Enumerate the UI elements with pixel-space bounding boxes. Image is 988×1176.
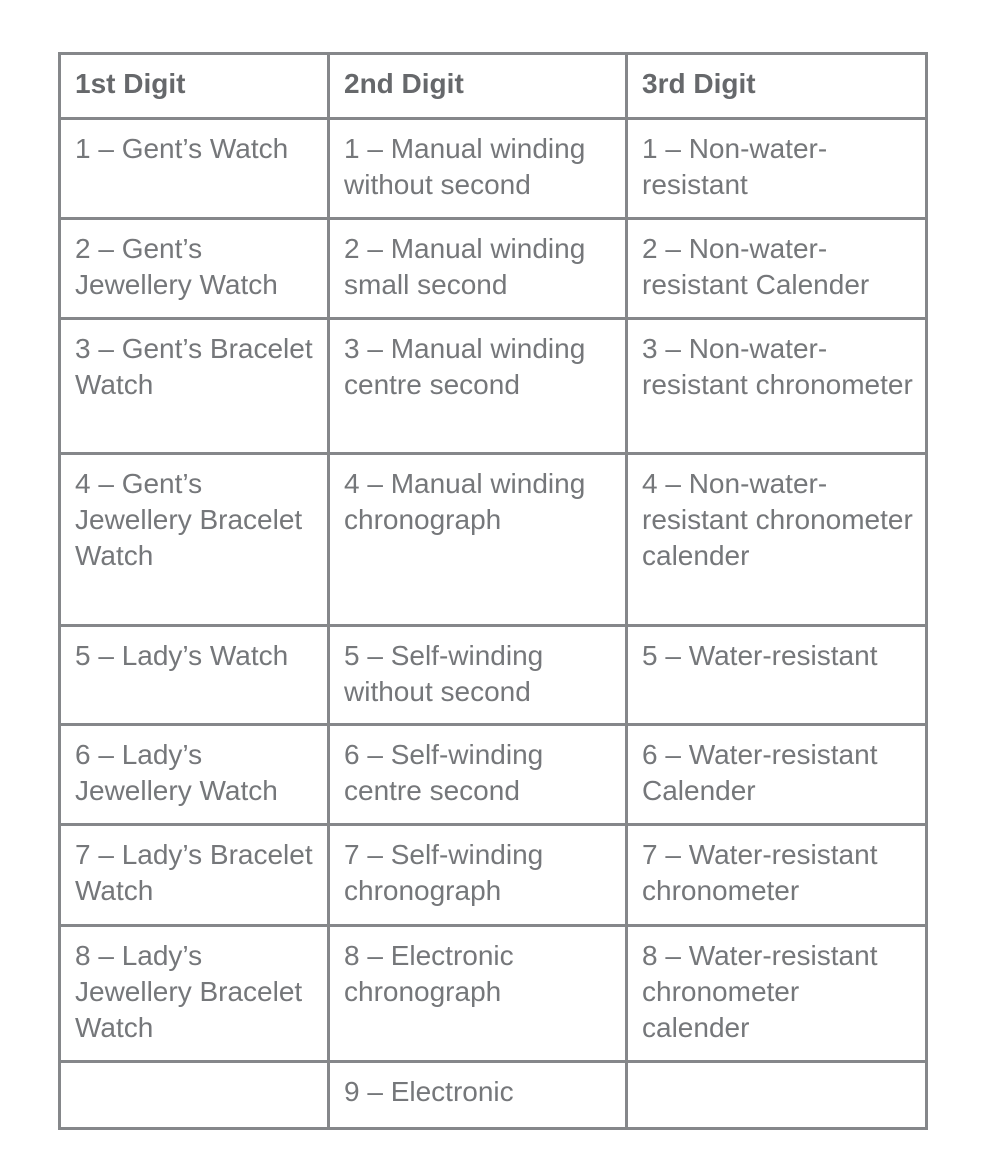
table-cell: 4 – Non-water-resistant chronometer calender [627, 454, 927, 626]
watch-code-table-container [58, 52, 928, 1130]
table-row [60, 219, 927, 319]
watch-code-table [58, 52, 928, 1130]
table-row [60, 119, 927, 219]
column-header-2nd-digit: 2nd Digit [329, 54, 627, 119]
table-cell: 5 – Water-resistant [627, 626, 927, 725]
table-cell: 9 – Electronic [329, 1062, 627, 1129]
table-cell: 5 – Self-winding without second [329, 626, 627, 725]
table-row [60, 454, 927, 626]
table-cell: 6 – Self-winding centre second [329, 725, 627, 825]
table-cell: 7 – Water-resistant chronometer [627, 825, 927, 926]
table-row [60, 825, 927, 926]
table-cell: 2 – Gent’s Jewellery Watch [60, 219, 329, 319]
table-cell: 1 – Manual winding without second [329, 119, 627, 219]
table-row [60, 1062, 927, 1129]
table-row [60, 725, 927, 825]
table-cell: 3 – Manual winding centre second [329, 319, 627, 454]
table-cell: 7 – Self-winding chronograph [329, 825, 627, 926]
table-cell: 1 – Gent’s Watch [60, 119, 329, 219]
table-cell: 7 – Lady’s Bracelet Watch [60, 825, 329, 926]
table-cell: 8 – Water-resistant chronometer calender [627, 926, 927, 1062]
table-cell: 5 – Lady’s Watch [60, 626, 329, 725]
header-row [60, 54, 927, 119]
table-cell: 6 – Water-resistant Calender [627, 725, 927, 825]
table-cell: 4 – Manual winding chronograph [329, 454, 627, 626]
table-cell [627, 1062, 927, 1129]
table-cell: 8 – Electronic chronograph [329, 926, 627, 1062]
table-cell: 2 – Manual winding small second [329, 219, 627, 319]
table-row [60, 626, 927, 725]
column-header-3rd-digit: 3rd Digit [627, 54, 927, 119]
table-cell: 4 – Gent’s Jewellery Bracelet Watch [60, 454, 329, 626]
table-cell: 3 – Non-water-resistant chronometer [627, 319, 927, 454]
column-header-1st-digit: 1st Digit [60, 54, 329, 119]
table-row [60, 926, 927, 1062]
table-cell: 1 – Non-water-resistant [627, 119, 927, 219]
table-cell [60, 1062, 329, 1129]
table-cell: 2 – Non-water-resistant Calender [627, 219, 927, 319]
table-row [60, 319, 927, 454]
table-cell: 6 – Lady’s Jewellery Watch [60, 725, 329, 825]
table-cell: 8 – Lady’s Jewellery Bracelet Watch [60, 926, 329, 1062]
table-cell: 3 – Gent’s Bracelet Watch [60, 319, 329, 454]
